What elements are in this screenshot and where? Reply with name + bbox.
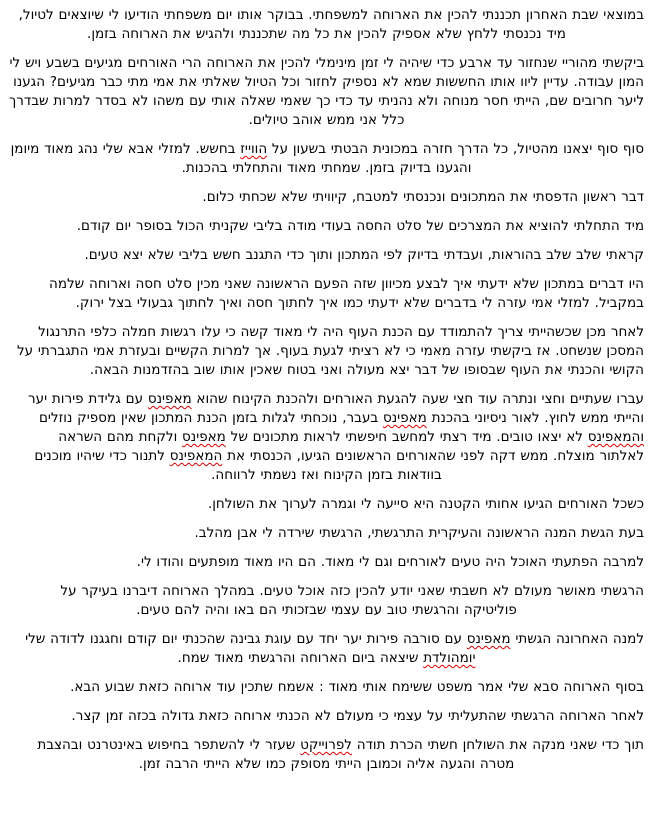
paragraph[interactable] <box>9 246 644 265</box>
misspelled-word[interactable]: מאפינס <box>182 429 226 445</box>
text-run: קראתי שלב שלב בהוראות, ועבדתי בדיוק לפי המתכון ותוך כדי התגנב חשש בליבי שלא יצא טעים. <box>84 247 644 263</box>
misspelled-word[interactable]: הווייז <box>240 141 268 157</box>
paragraph[interactable] <box>9 6 644 44</box>
text-run: בעת הגשת המנה הראשונה והעיקרית התרגשתי, הרגשתי שירדה לי אבן מהלב. <box>194 525 644 541</box>
misspelled-word[interactable]: מאפינס <box>383 410 427 426</box>
text-run: ביקשתי מהוריי שנחזור עד ארבע כדי שיהיה לי זמן מינימלי להכין את הארוחה הרי האורחים מגיעים בשבע ויש לי המון עבודה. עדיין ליוו אותו החששות שמא לא נספיק לחזור וכל הטיול שאלתי את אמי מתי כבר מגיעים? הגענו ליער חרובים שם, הייתי חסר מנוחה ולא נהניתי עד כדי כך שאמי שאלה אותי עם משהו לא בסדר למרות שבדרך כלל אני ממש אוהב טיולים. <box>9 55 644 128</box>
text-run: לאחר הארוחה הרגשתי שהתעליתי על עצמי כי מעולם לא הכנתי ארוחה כזאת גדולה בכזה זמן קצר. <box>71 708 644 724</box>
paragraph[interactable] <box>9 736 644 774</box>
misspelled-word[interactable]: מאפינס <box>466 631 511 647</box>
text-run: למנה האחרונה הגשתי <box>510 631 644 647</box>
misspelled-word[interactable]: והמאפינס <box>587 429 644 445</box>
paragraph[interactable] <box>9 553 644 572</box>
text-run: עברו שעתיים וחצי ונתרה עוד חצי שעה להגעת האורחים ולהכנת הקינוח שהוא <box>191 391 644 407</box>
text-run: למרבה הפתעתי האוכל היה טעים לאורחים וגם לי מאוד. הם היו מאוד מופתעים והודו לי. <box>136 554 644 570</box>
paragraph[interactable] <box>9 524 644 543</box>
paragraph[interactable] <box>9 323 644 380</box>
paragraph[interactable] <box>9 188 644 207</box>
text-run: במוצאי שבת האחרון תכננתי להכין את הארוחה למשפחתי. בבוקר אותו יום משפחתי הודיעו לי שיוצאים לטיול, מיד נכנסתי ללחץ שלא אספיק להכין את כל מה שתכננתי ולהגיש את הארוחה בזמן. <box>18 7 644 42</box>
text-run: תוך כדי שאני מנקה את השולחן חשתי הכרת תודה <box>351 737 644 753</box>
text-run: בעבר, נוכחתי לגלות בזמן הכנת המתכון שאין מספיק נוזלים <box>38 410 384 426</box>
misspelled-word[interactable]: מאפינס <box>147 391 192 407</box>
paragraph[interactable] <box>9 707 644 726</box>
paragraph[interactable] <box>9 630 644 668</box>
paragraph[interactable] <box>9 390 644 485</box>
text-run: בסוף הארוחה סבא שלי אמר משפט ששימח אותי מאוד : אשמח שתכין עוד ארוחה כזאת שבוע הבא. <box>70 679 644 695</box>
paragraph[interactable] <box>9 140 644 178</box>
text-run: בחשש. למזלי אבא שלי נהג מאוד מיומן והגענו בדיוק בזמן. שמחתי מאוד והתחלתי בהכנות. <box>10 141 472 176</box>
text-run: לתנור כדי שיהיו מוכנים בוודאות בזמן הקינוח ואז נשמתי לרווחה. <box>34 448 442 483</box>
text-run: דבר ראשון הדפסתי את המתכונים ונכנסתי למטבח, קיוויתי שלא שכחתי כלום. <box>202 189 644 205</box>
text-run: שיצאה ביום הארוחה והרגשתי מאוד שמח. <box>177 650 424 666</box>
text-run: לא יצאו טובים. מיד רצתי למחשב חיפשתי לראות מתכונים של <box>225 429 588 445</box>
text-run: ולקחת מהם השראה לאלתור מוצלח. ממש דקה לפני שהאורחים הראשונים הגיעו, הכנסתי את <box>58 429 644 464</box>
misspelled-word[interactable]: לפרוייקט <box>300 737 352 753</box>
misspelled-word[interactable]: המאפינס <box>169 448 223 464</box>
paragraph[interactable] <box>9 495 644 514</box>
text-run: עם סורבה פירות יער יחד עם עוגת גבינה שהכנתי יום קודם וחגגנו לדודה שלי <box>25 631 467 647</box>
paragraph[interactable] <box>9 275 644 313</box>
text-run: כשכל האורחים הגיעו אחותי הקטנה היא סייעה לי וגמרה לערוך את השולחן. <box>207 496 644 512</box>
text-run: סוף סוף יצאנו מהטיול, כל הדרך חזרה במכונית הבטתי בשעון על <box>267 141 644 157</box>
text-run: הרגשתי מאושר מעולם לא חשבתי שאני יודע להכין כזה אוכל טעים. במהלך הארוחה דיברנו בעיקר על פוליטיקה והרגשתי טוב עם עצמי שבזכותי הם באו והיה להם טעים. <box>60 583 644 618</box>
text-run: מיד התחלתי להוציא את המצרכים של סלט החסה בעודי מודה בליבי שקניתי הכול בסופר יום קודם. <box>76 218 644 234</box>
paragraph[interactable] <box>9 54 644 130</box>
text-run: עם גלידת פירות יער והייתי ממש לחוץ. לאור ניסיוני בהכנת <box>28 391 644 426</box>
misspelled-word[interactable]: יומהולדת <box>423 650 476 666</box>
paragraph[interactable] <box>9 678 644 697</box>
text-run: שעזר לי להשתפר בחיפוש באינטרנט ובהצבת מטרה והגעה אליה וכמובן הייתי מסופק כמו שלא הייתי הרבה זמן. <box>37 737 515 772</box>
paragraph[interactable] <box>9 217 644 236</box>
text-run: היו דברים במתכון שלא ידעתי איך לבצע מכיוון שזה הפעם הראשונה שאני מכין סלט חסה וארוחה שלמה במקביל. למזלי אמי עזרה לי בדברים שלא ידעתי כמו איך לחתוך חסה ואיך לחתוך גבעולי בצל ירוק. <box>49 276 644 311</box>
text-run: לאחר מכן שכשהייתי צריך להתמודד עם הכנת העוף היה לי מאוד קשה כי עלו רגשות חמלה כלפי התרנגול המסכן שנשחט. אז ביקשתי עזרה מאמי כי לא רציתי לגעת בעוף. אך למרות הקשיים ובעזרת אמי התגברתי על הקושי והכנתי את העוף שבסופו של דבר יצא מעולה ואני בטוח שאכין אותו שוב בהזדמנות הבאה. <box>17 324 644 378</box>
paragraph[interactable] <box>9 582 644 620</box>
